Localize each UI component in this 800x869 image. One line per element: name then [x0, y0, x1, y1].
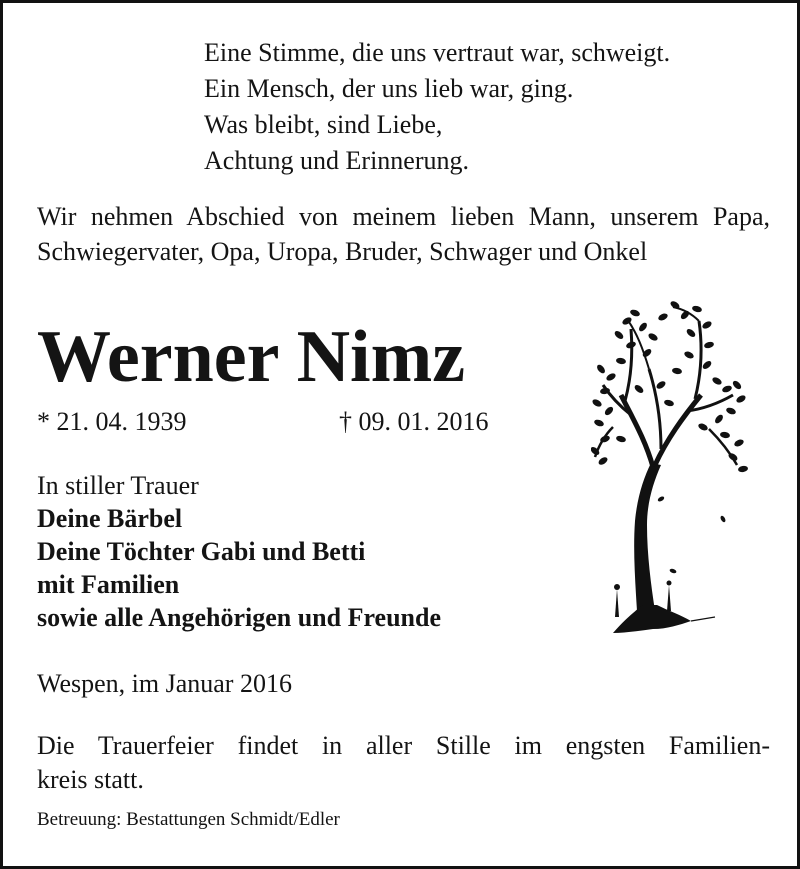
funeral-note — [37, 729, 770, 797]
place-date: Wespen, im Januar 2016 — [37, 669, 292, 698]
tree-silhouette-icon — [591, 299, 751, 639]
intro-text: Wir nehmen Abschied von meinem lieben Mann, unserem Papa, Schwiegervater, Opa, Uropa, Bruder, Schwager und Onkel — [37, 202, 770, 266]
deceased-name: Werner Nimz — [37, 316, 466, 398]
undertaker-credit: Betreuung: Bestattungen Schmidt/Edler — [37, 809, 340, 830]
mourners-block — [37, 469, 441, 634]
poem-line: Achtung und Erinnerung. — [204, 146, 470, 175]
mourners-heading: In stiller Trauer — [37, 471, 199, 500]
funeral-note-line: kreis statt. — [37, 765, 144, 794]
poem-line: Eine Stimme, die uns vertraut war, schweigt. — [204, 38, 671, 67]
mourner-line: Deine Töchter Gabi und Betti — [37, 537, 366, 566]
death-date: † 09. 01. 2016 — [339, 407, 489, 436]
birth-date: * 21. 04. 1939 — [37, 407, 187, 436]
mourner-line: sowie alle Angehörigen und Freunde — [37, 603, 442, 632]
poem-line: Ein Mensch, der uns lieb war, ging. — [204, 74, 574, 103]
poem — [204, 35, 670, 179]
mourner-line: Deine Bärbel — [37, 504, 183, 533]
mourner-line: mit Familien — [37, 570, 180, 599]
funeral-note-line: Die Trauerfeier findet in aller Stille im engsten Familien- — [37, 731, 770, 760]
poem-line: Was bleibt, sind Liebe, — [204, 110, 443, 139]
